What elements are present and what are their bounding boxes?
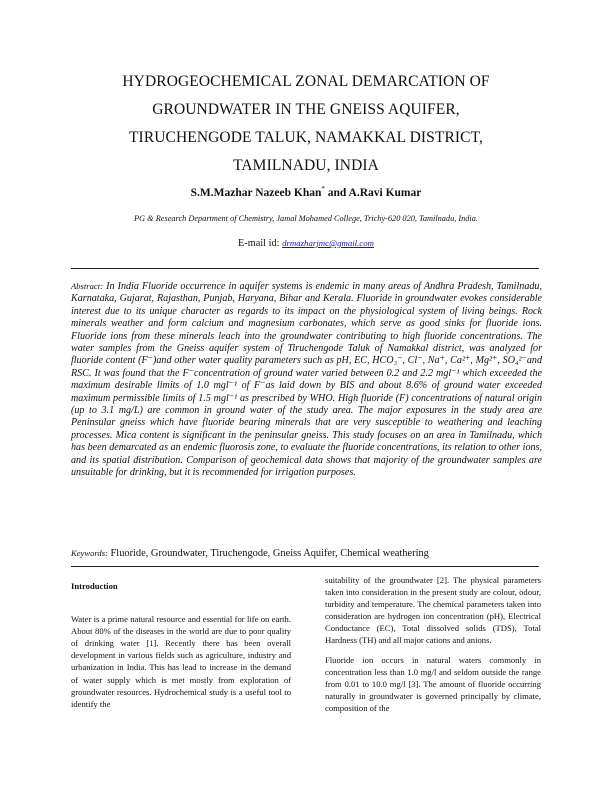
left-column xyxy=(71,580,291,717)
email-line xyxy=(60,238,552,249)
email-label: E-mail id: xyxy=(238,238,283,249)
corresponding-author-mark: * xyxy=(321,185,325,193)
introduction-heading: Introduction xyxy=(71,581,118,591)
abstract-top-rule xyxy=(71,268,539,269)
right-paragraph-2: Fluoride ion occurs in natural waters commonly in concentration less than 1.0 mg/l and seldom outside the range from 0.01 to 10.0 mg/l [3]. The amount of fluoride occurring naturally in groundwater is governed principally by climate, composition of the xyxy=(325,654,541,713)
right-paragraph-1: suitability of the groundwater [2]. The physical parameters taken into consideration in the present study are colour, odour, turbidity and temperature. The chemical parameters taken into consideration are hydrogen ion concentration (pH), Electrical Conductance (EC), Total dissolved solids (TDS), Total Hardness (TH) and all major cations and anions. xyxy=(325,575,541,646)
keywords xyxy=(71,548,542,559)
introduction-paragraph: Water is a prime natural resource and essential for life on earth. About 80% of the diseases in the world are due to poor quality of drinking water [1]. Recently there has been overall development in various fields such as agriculture, industry and urbanization in India. This has lead to increase in the demand of water supply which is met mostly from exploration of groundwater resources. Hydrochemical study is a useful tool to identify the xyxy=(71,614,291,709)
affiliation: PG & Research Department of Chemistry, Jamal Mohamed College, Trichy-620 020, Tamilnadu, India. xyxy=(134,214,478,223)
abstract xyxy=(71,280,542,480)
title-line-4: TAMILNADU, INDIA xyxy=(233,157,379,174)
keywords-label: Keywords: xyxy=(71,548,108,558)
other-authors: and A.Ravi Kumar xyxy=(324,186,422,199)
keywords-text: Fluoride, Groundwater, Tiruchengode, Gneiss Aquifer, Chemical weathering xyxy=(110,548,429,559)
title-line-2: GROUNDWATER IN THE GNEISS AQUIFER, xyxy=(152,101,460,118)
author-list xyxy=(60,185,552,199)
paper-title xyxy=(60,68,552,180)
abstract-text: In India Fluoride occurrence in aquifer systems is endemic in many areas of Andhra Pradesh, Tamilnadu, Karnataka, Gujarat, Rajasthan, Punjab, Haryana, Bihar and Kerala. Fluoride in groundwater evokes considerable interest due to its unique character as regards to its impact on the physiological system of living beings. Rock minerals weather and form calcium and magnesium carbonates, which serve as good sinks for fluoride ions. Fluoride ions from these minerals leach into the groundwater contributing to high fluoride concentrations. The water samples from the Gneiss aquifer system of Tiruchengode Taluk of Namakkal district, was analyzed for fluoride content (F⁻)and other water quality parameters such as pH, EC, HCO₃⁻, Cl⁻, Na⁺, Ca²⁺, Mg²⁺, SO₄²⁻and RSC. It was found that the F⁻concentration of ground water varied between 0.2 and 2.2 mgl⁻¹ which exceeded the maximum desirable limits of 1.0 mgl⁻¹ of F⁻as laid down by BIS and about 8.6% of ground water exceeded maximum permissible limits of 1.5 mgl⁻¹ as prescribed by WHO. High fluoride (F) concentrations of natural origin (up to 3.1 mg/L) are common in ground water of the study area. The major exposures in the study area are Peninsular gneiss which have fluoride bearing minerals that are very susceptible to weathering and leaching processes. Mica content is significant in the peninsular gneiss. This study focuses on an area in Tamilnadu, which has been demarcated as an endemic fluorosis zone, to evaluate the fluoride concentrations, its relation to other ions, and its spatial distribution. Comparison of geochemical data shows that majority of the groundwater samples are unsuitable for drinking, but it is recommended for irrigation purposes. xyxy=(71,281,542,479)
title-line-3: TIRUCHENGODE TALUK, NAMAKKAL DISTRICT, xyxy=(128,129,483,146)
email-link[interactable]: drmazharjmc@gmail.com xyxy=(282,238,374,248)
abstract-label: Abstract: xyxy=(71,281,103,291)
first-author: S.M.Mazhar Nazeeb Khan xyxy=(190,186,322,199)
title-line-1: HYDROGEOCHEMICAL ZONAL DEMARCATION OF xyxy=(122,73,490,90)
right-column xyxy=(325,574,541,721)
keywords-bottom-rule xyxy=(71,566,539,567)
